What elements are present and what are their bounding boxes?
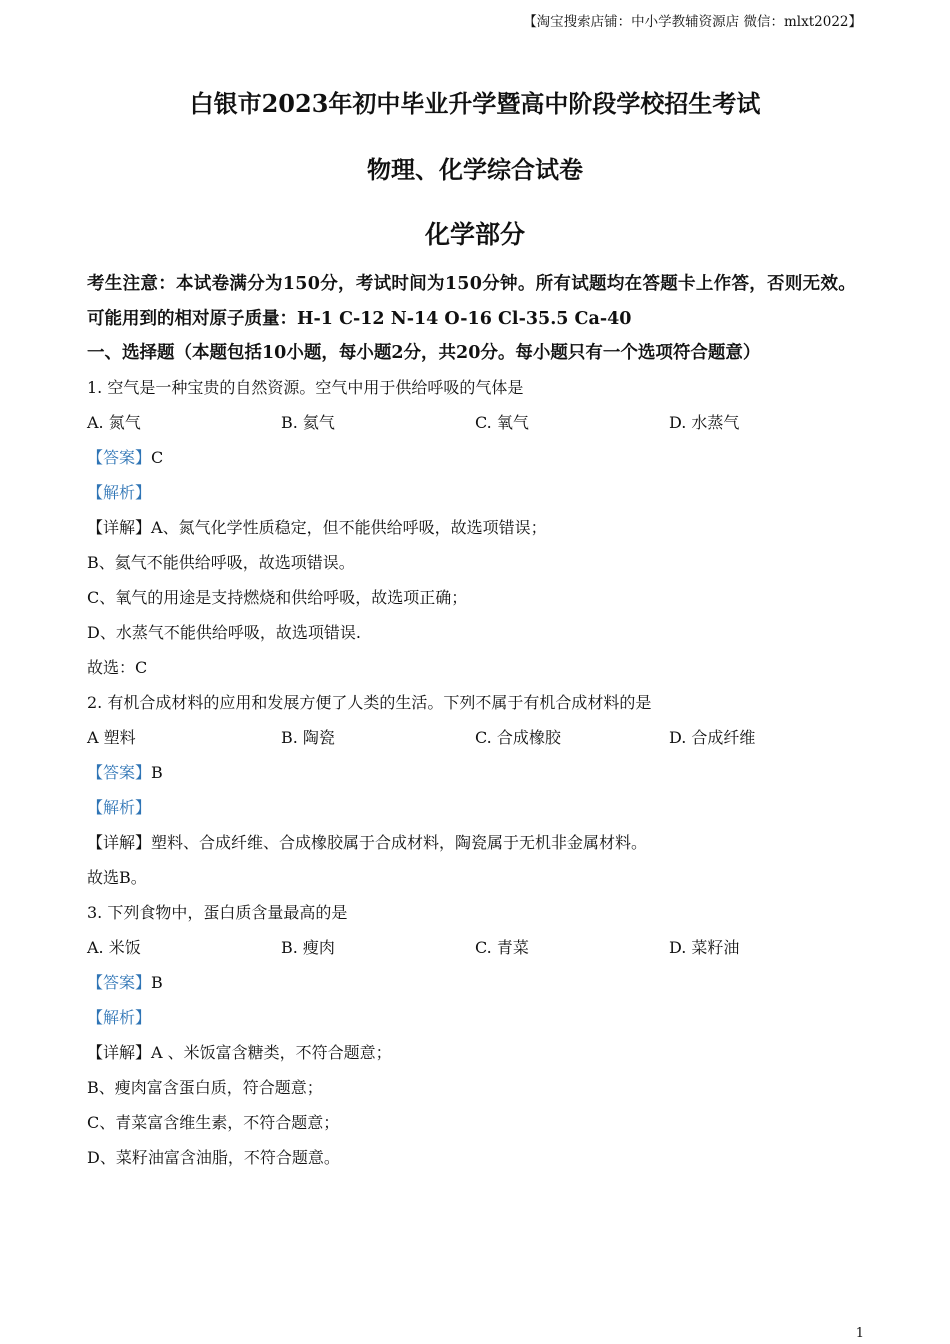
exam-subtitle: 物理、化学综合试卷 (367, 155, 583, 184)
detail-text: 塑料、合成纤维、合成橡胶属于合成材料，陶瓷属于无机非金属材料。 (151, 833, 648, 852)
detail-line: D、水蒸气不能供给呼吸，故选项错误. (87, 623, 361, 642)
section-heading: 一、选择题（本题包括10小题，每小题2分，共20分。每小题只有一个选项符合题意） (87, 343, 761, 363)
question-stem: 2. 有机合成材料的应用和发展方便了人类的生活。下列不属于有机合成材料的是 (87, 693, 652, 712)
detail-label: 【详解】 (87, 518, 152, 537)
detail-line (87, 1035, 863, 1070)
detail-line (87, 825, 863, 860)
option-row (87, 405, 863, 440)
option-a: A 塑料 (87, 728, 136, 747)
answer-label: 【答案】 (87, 448, 152, 467)
answer-line (87, 965, 863, 1000)
detail-line: B、氦气不能供给呼吸，故选项错误。 (87, 553, 355, 572)
conclusion-line: 故选B。 (87, 868, 147, 887)
option-c: C. 合成橡胶 (475, 728, 561, 747)
analysis-label: 【解析】 (87, 1008, 152, 1027)
detail-text: A、氮气化学性质稳定，但不能供给呼吸，故选项错误； (151, 518, 547, 537)
option-row (87, 720, 863, 755)
question-1 (87, 370, 863, 685)
answer-label: 【答案】 (87, 763, 152, 782)
exam-title: 白银市2023年初中毕业升学暨高中阶段学校招生考试 (189, 89, 761, 118)
detail-line: B、瘦肉富含蛋白质，符合题意； (87, 1078, 323, 1097)
detail-line: D、菜籽油富含油脂，不符合题意。 (87, 1148, 340, 1167)
section-title: 化学部分 (424, 220, 525, 249)
option-b: B. 氦气 (281, 413, 335, 432)
option-b: B. 陶瓷 (281, 728, 335, 747)
document-body (87, 266, 863, 1175)
detail-line (87, 510, 863, 545)
option-d: D. 菜籽油 (669, 938, 740, 957)
option-a: A. 米饭 (87, 938, 141, 957)
answer-line (87, 755, 863, 790)
answer-label: 【答案】 (87, 973, 152, 992)
answer-line (87, 440, 863, 475)
option-a: A. 氮气 (87, 413, 141, 432)
analysis-label: 【解析】 (87, 483, 152, 502)
answer-value: B (151, 763, 163, 782)
question-3 (87, 895, 863, 1175)
option-row (87, 930, 863, 965)
detail-text: A 、米饭富含糖类，不符合题意； (151, 1043, 392, 1062)
option-c: C. 氧气 (475, 413, 529, 432)
option-c: C. 青菜 (475, 938, 529, 957)
atomic-masses: 可能用到的相对原子质量：H-1 C-12 N-14 O-16 Cl-35.5 Ca-40 (87, 309, 632, 329)
answer-value: C (151, 448, 164, 467)
detail-label: 【详解】 (87, 833, 152, 852)
detail-line: C、氧气的用途是支持燃烧和供给呼吸，故选项正确； (87, 588, 468, 607)
page-number: 1 (855, 1326, 864, 1341)
header-note: 【淘宝搜索店铺：中小学教辅资源店 微信：mlxt2022】 (523, 14, 862, 30)
option-d: D. 水蒸气 (669, 413, 740, 432)
detail-label: 【详解】 (87, 1043, 152, 1062)
conclusion-line: 故选：C (87, 658, 148, 677)
analysis-label: 【解析】 (87, 798, 152, 817)
question-stem: 1. 空气是一种宝贵的自然资源。空气中用于供给呼吸的气体是 (87, 378, 524, 397)
option-b: B. 瘦肉 (281, 938, 335, 957)
exam-notice: 考生注意：本试卷满分为150分，考试时间为150分钟。所有试题均在答题卡上作答，否则无效。 (87, 274, 857, 294)
detail-line: C、青菜富含维生素，不符合题意； (87, 1113, 340, 1132)
question-2 (87, 685, 863, 895)
option-d: D. 合成纤维 (669, 728, 756, 747)
answer-value: B (151, 973, 163, 992)
question-stem: 3. 下列食物中，蛋白质含量最高的是 (87, 903, 348, 922)
